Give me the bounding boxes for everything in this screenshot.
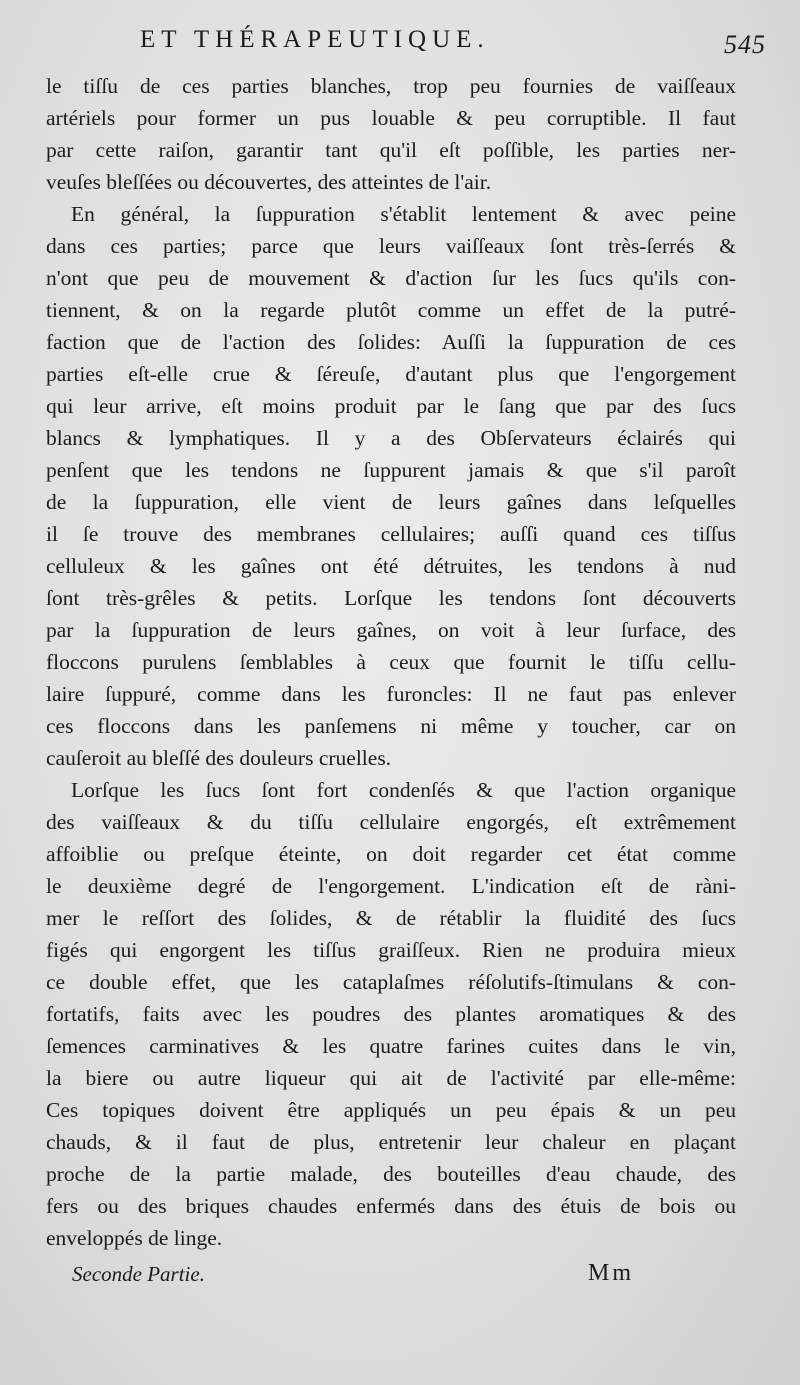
text-line: mer le reſſort des ſolides, & de rétablir la fluidité des ſucs [46,906,736,930]
text-line: veuſes bleſſées ou découvertes, des atteintes de l'air. [46,170,492,194]
paragraph [46,774,736,1254]
text-line: artériels pour former un pus louable & peu corruptible. Il faut [46,106,736,130]
running-head [0,22,800,62]
text-line: laire ſuppuré, comme dans les furoncles: Il ne faut pas enlever [46,682,736,706]
text-line: proche de la partie malade, des bouteilles d'eau chaude, des [46,1162,736,1186]
text-line: En général, la ſuppuration s'établit lentement & avec peine [71,202,736,226]
running-head-title: ET THÉRAPEUTIQUE. [140,26,490,53]
page-number: 545 [724,30,766,59]
text-line: figés qui engorgent les tiſſus graiſſeux. Rien ne produira mieux [46,938,736,962]
page-footer [0,1262,800,1302]
text-line: par la ſuppuration de leurs gaînes, on voit à leur ſurface, des [46,618,736,642]
text-line: blancs & lymphatiques. Il y a des Obſervateurs éclairés qui [46,426,736,450]
text-line: ce double effet, que les cataplaſmes réſolutifs-ſtimulans & con- [46,970,736,994]
text-line: ſont très-grêles & petits. Lorſque les tendons ſont découverts [46,586,736,610]
text-line: faction que de l'action des ſolides: Auſſi la ſuppuration de ces [46,330,736,354]
text-line: ſemences carminatives & les quatre farines cuites dans le vin, [46,1034,736,1058]
text-line: Lorſque les ſucs ſont fort condenſés & que l'action organique [71,778,736,802]
body-text [46,70,736,1254]
text-line: n'ont que peu de mouvement & d'action ſur les ſucs qu'ils con- [46,266,736,290]
paragraph [46,70,736,198]
signature-mark: Mm [588,1260,635,1286]
text-line: fers ou des briques chaudes enfermés dans des étuis de bois ou [46,1194,736,1218]
text-line: qui leur arrive, eſt moins produit par le ſang que par des ſucs [46,394,736,418]
text-line: le deuxième degré de l'engorgement. L'indication eſt de ràni- [46,874,736,898]
text-line: la biere ou autre liqueur qui ait de l'activité par elle-même: [46,1066,736,1090]
text-line: le tiſſu de ces parties blanches, trop peu fournies de vaiſſeaux [46,74,736,98]
text-line: chauds, & il faut de plus, entretenir leur chaleur en plaçant [46,1130,736,1154]
text-line: affoiblie ou preſque éteinte, on doit regarder cet état comme [46,842,736,866]
text-line: dans ces parties; parce que leurs vaiſſeaux ſont très-ſerrés & [46,234,736,258]
text-line: par cette raiſon, garantir tant qu'il eſt poſſible, les parties ner- [46,138,736,162]
text-line: ces floccons dans les panſemens ni même y toucher, car on [46,714,736,738]
text-line: de la ſuppuration, elle vient de leurs gaînes dans leſquelles [46,490,736,514]
text-line: floccons purulens ſemblables à ceux que fournit le tiſſu cellu- [46,650,736,674]
signature-label: Seconde Partie. [72,1262,205,1286]
text-line: parties eſt-elle crue & ſéreuſe, d'autant plus que l'engorgement [46,362,736,386]
text-line: penſent que les tendons ne ſuppurent jamais & que s'il paroît [46,458,736,482]
text-line: tiennent, & on la regarde plutôt comme un effet de la putré- [46,298,736,322]
text-line: il ſe trouve des membranes cellulaires; auſſi quand ces tiſſus [46,522,736,546]
text-line: enveloppés de linge. [46,1226,223,1250]
text-line: cauſeroit au bleſſé des douleurs cruelles. [46,746,392,770]
text-line: celluleux & les gaînes ont été détruites, les tendons à nud [46,554,736,578]
text-line: Ces topiques doivent être appliqués un peu épais & un peu [46,1098,736,1122]
text-line: fortatifs, faits avec les poudres des plantes aromatiques & des [46,1002,736,1026]
text-line: des vaiſſeaux & du tiſſu cellulaire engorgés, eſt extrêmement [46,810,736,834]
paragraph [46,198,736,774]
